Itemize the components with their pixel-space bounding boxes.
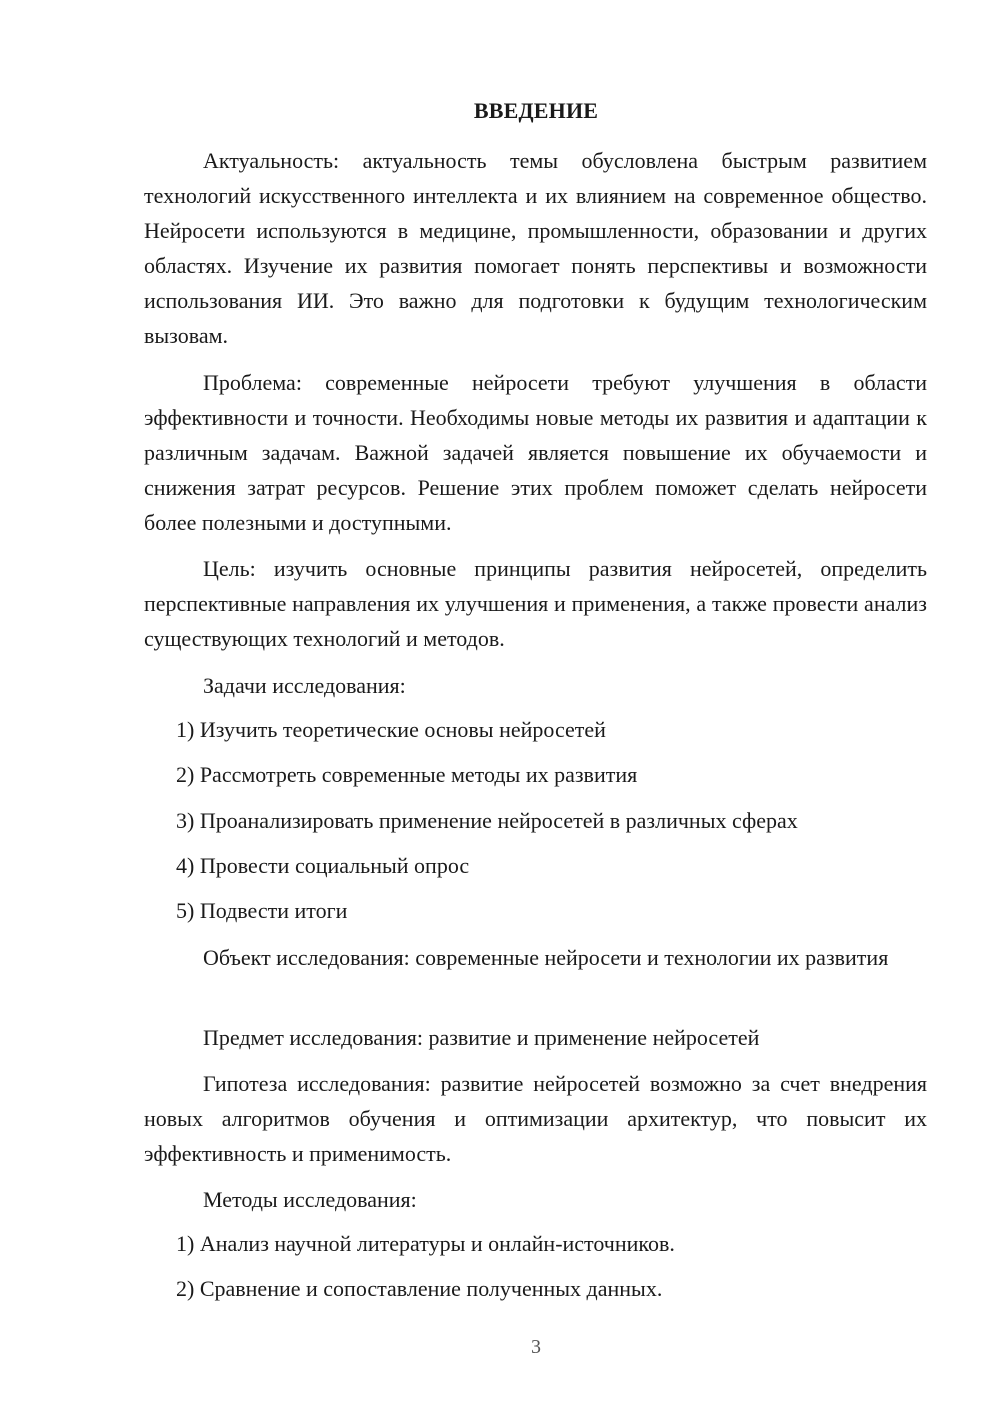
task-item: 4) Провести социальный опрос	[176, 853, 470, 878]
section-heading: ВВЕДЕНИЕ	[473, 98, 599, 123]
method-item: 1) Анализ научной литературы и онлайн-источников.	[176, 1231, 675, 1256]
task-item: 2) Рассмотреть современные методы их развития	[176, 762, 638, 787]
relevance-paragraph: Актуальность: актуальность темы обусловлена быстрым развитием технологий искусственного интеллекта и их влиянием на современное общество. Нейросети используются в медицине, промышленности, образовании и других областях. Изучение их развития помогает понять перспективы и возможности использования ИИ. Это важно для подготовки к будущим технологическим вызовам.	[144, 148, 927, 348]
methods-title: Методы исследования:	[203, 1187, 417, 1212]
task-item: 1) Изучить теоретические основы нейросетей	[176, 717, 606, 742]
task-item: 3) Проанализировать применение нейросетей в различных сферах	[176, 808, 798, 833]
page-number: 3	[531, 1336, 541, 1358]
problem-paragraph: Проблема: современные нейросети требуют улучшения в области эффективности и точности. Необходимы новые методы их развития и адаптации к различным задачам. Важной задачей является повышение их обучаемости и снижения затрат ресурсов. Решение этих проблем поможет сделать нейросети более полезными и доступными.	[144, 370, 927, 535]
method-item: 2) Сравнение и сопоставление полученных данных.	[176, 1276, 663, 1301]
subject-paragraph: Предмет исследования: развитие и применение нейросетей	[203, 1025, 760, 1050]
task-item: 5) Подвести итоги	[176, 898, 348, 923]
tasks-title: Задачи исследования:	[203, 673, 406, 698]
hypothesis-paragraph: Гипотеза исследования: развитие нейросетей возможно за счет внедрения новых алгоритмов обучения и оптимизации архитектур, что повысит их эффективность и применимость.	[144, 1071, 927, 1166]
object-paragraph: Объект исследования: современные нейросети и технологии их развития	[203, 945, 889, 970]
goal-paragraph: Цель: изучить основные принципы развития нейросетей, определить перспективные направления их улучшения и применения, а также провести анализ существующих технологий и методов.	[144, 556, 927, 651]
